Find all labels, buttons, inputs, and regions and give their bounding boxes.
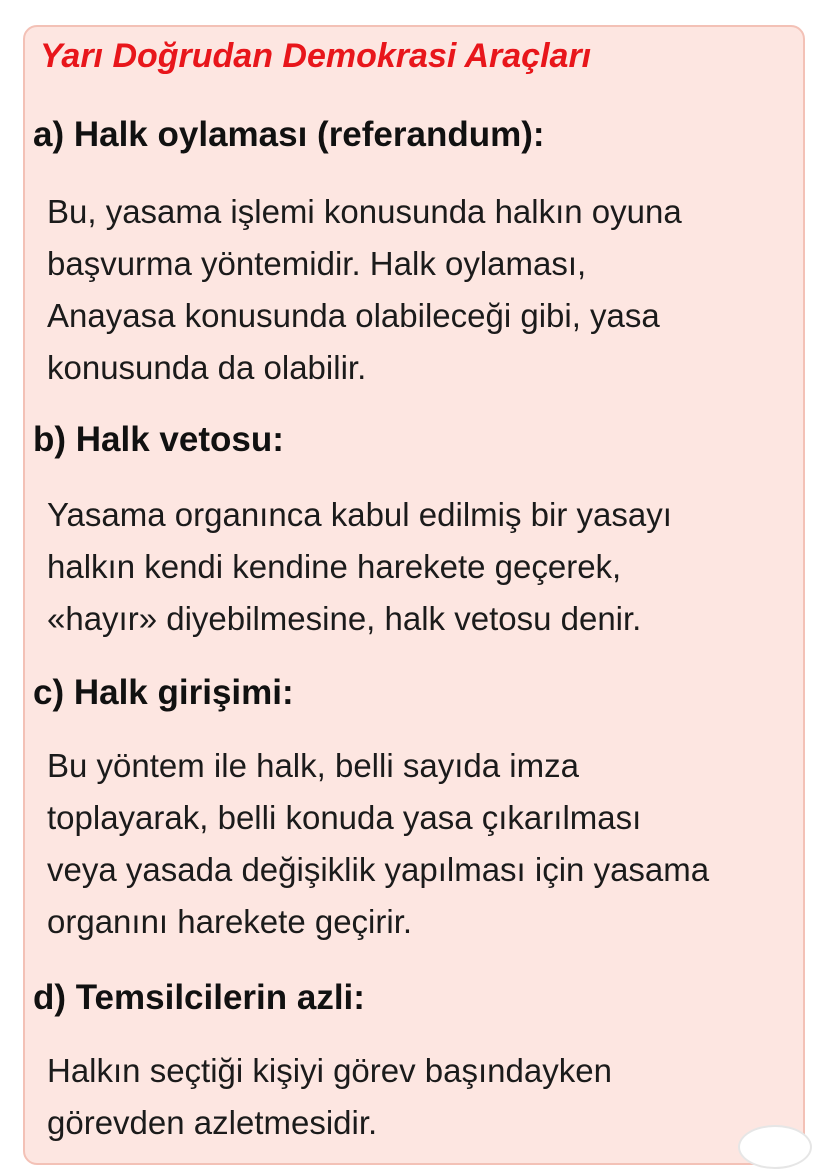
section-text-veto	[47, 489, 807, 645]
section-heading-veto: b) Halk vetosu:	[33, 420, 284, 459]
text-line: görevden azletmesidir.	[47, 1104, 378, 1141]
text-line: halkın kendi kendine harekete geçerek,	[47, 548, 622, 585]
text-line: Bu, yasama işlemi konusunda halkın oyuna	[47, 193, 682, 230]
text-line: organını harekete geçirir.	[47, 903, 413, 940]
page-title: Yarı Doğrudan Demokrasi Araçları	[40, 37, 592, 75]
section-text-recall	[47, 1045, 807, 1149]
section-heading-initiative: c) Halk girişimi:	[33, 673, 294, 712]
text-line: Anayasa konusunda olabileceği gibi, yasa	[47, 297, 660, 334]
text-line: toplayarak, belli konuda yasa çıkarılması	[47, 799, 642, 836]
text-line: Halkın seçtiği kişiyi görev başındayken	[47, 1052, 612, 1089]
section-heading-referendum: a) Halk oylaması (referandum):	[33, 115, 545, 154]
text-line: Bu yöntem ile halk, belli sayıda imza	[47, 747, 579, 784]
text-line: başvurma yöntemidir. Halk oylaması,	[47, 245, 587, 282]
text-line: veya yasada değişiklik yapılması için yasama	[47, 851, 710, 888]
text-line: konusunda da olabilir.	[47, 349, 367, 386]
scroll-corner-arc	[738, 1125, 812, 1169]
section-heading-recall: d) Temsilcilerin azli:	[33, 978, 365, 1017]
section-text-initiative	[47, 740, 807, 948]
text-line: Yasama organınca kabul edilmiş bir yasayı	[47, 496, 672, 533]
section-text-referendum	[47, 186, 807, 394]
text-line: «hayır» diyebilmesine, halk vetosu denir.	[47, 600, 642, 637]
